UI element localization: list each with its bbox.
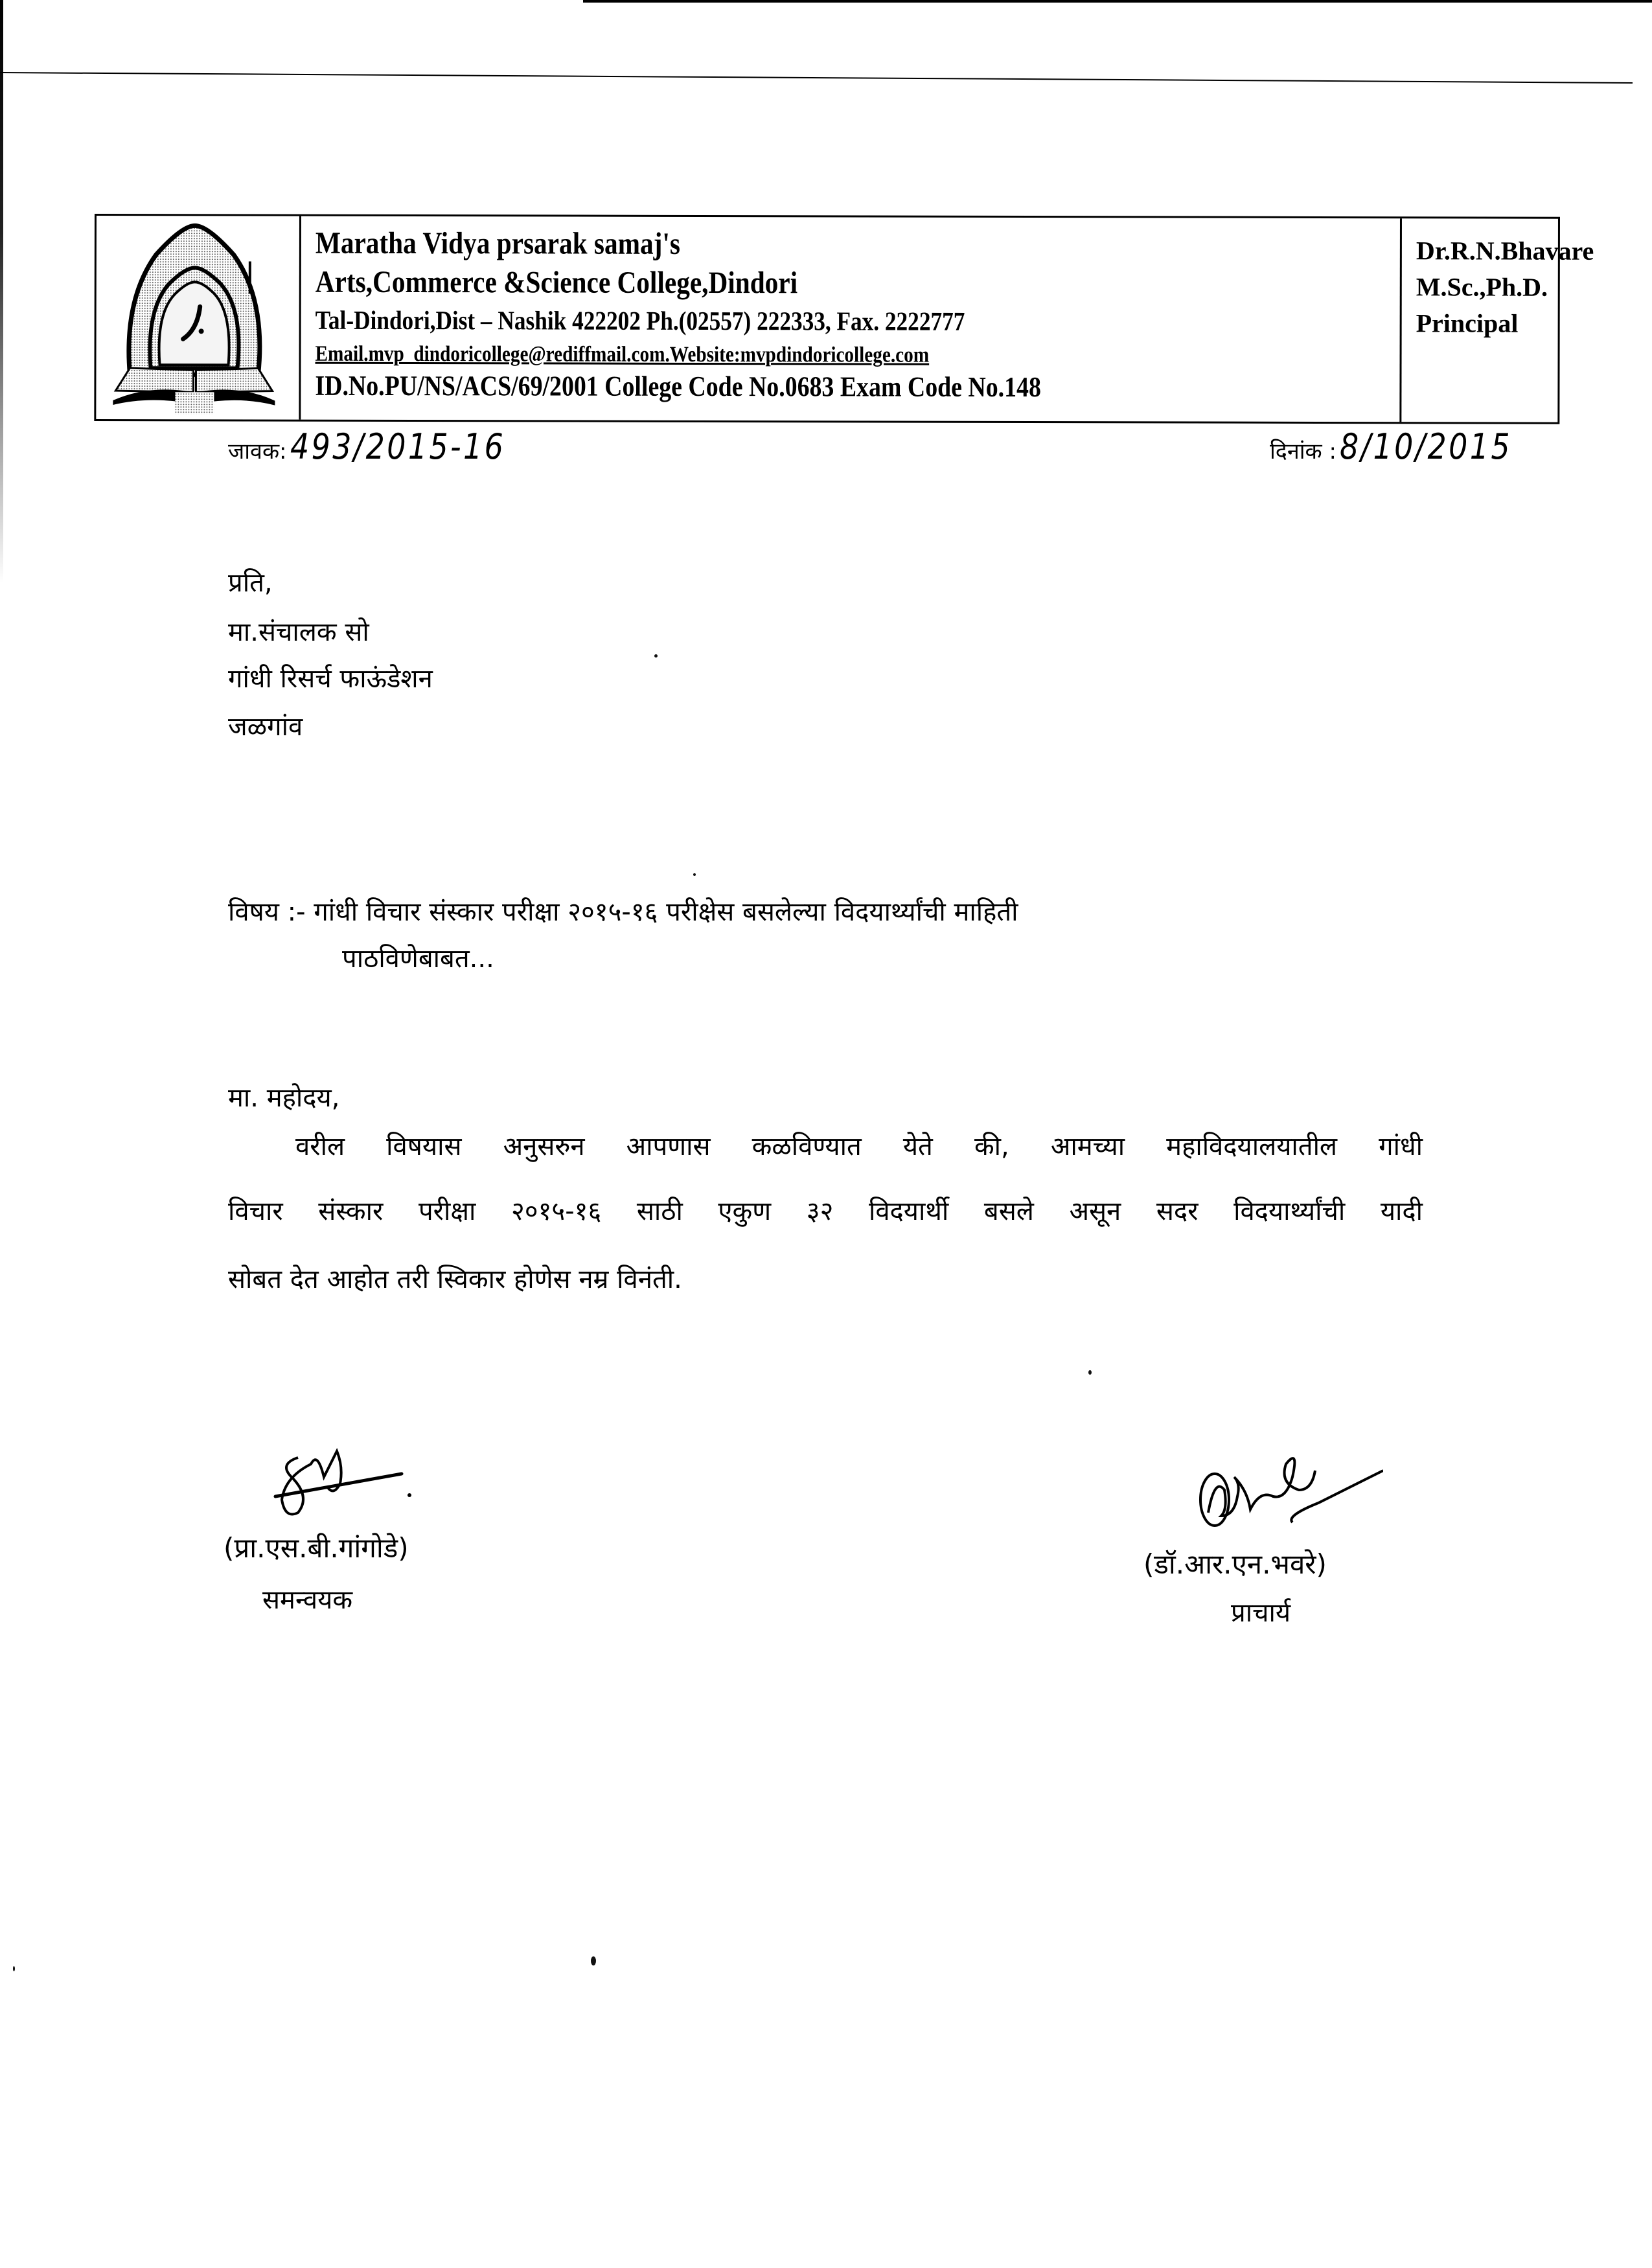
letterhead-box [94, 214, 1594, 424]
scan-speck [693, 873, 696, 876]
letterhead-text [301, 216, 1400, 422]
date-value: 8/10/2015 [1340, 426, 1512, 467]
letter-date [1270, 426, 1543, 467]
college-address: Tal-Dindori,Dist – Nashik 422202 Ph.(02557) 222333, Fax. 2222777 [315, 304, 965, 336]
principal-signatory-name: (डॉ.आर.एन.भवरे) [1143, 1548, 1327, 1580]
coordinator-title: समन्वयक [262, 1585, 353, 1615]
scan-speck [591, 1956, 596, 1965]
body-paragraph-line: सोबत देत आहोत तरी स्विकार होणेस नम्र विनंती. [228, 1265, 682, 1294]
principal-qualification: M.Sc.,Ph.D. [1416, 272, 1548, 302]
society-name: Maratha Vidya prsarak samaj's [315, 225, 680, 261]
scan-speck [13, 1966, 15, 1971]
scan-artifact-line [0, 70, 1633, 86]
recipient-line: गांधी रिसर्च फाऊंडेशन [228, 664, 433, 694]
recipient-line: जळगांव [228, 712, 303, 742]
body-paragraph-line: वरील विषयास अनुसरुन आपणास कळविण्यात येते की, आमच्या महाविदयालयातील गांधी [295, 1132, 1423, 1162]
recipient-line: मा.संचालक सो [228, 617, 369, 647]
body-paragraph-line: विचार संस्कार परीक्षा २०१५-१६ साठी एकुण ३२ विदयार्थी बसले असून सदर विदयार्थ्यांची यादी [228, 1197, 1423, 1226]
college-seal-icon [110, 222, 279, 415]
salutation: मा. महोदय, [228, 1083, 340, 1113]
coordinator-name: (प्रा.एस.बी.गांगोडे) [224, 1532, 409, 1564]
principal-signature-icon [1189, 1451, 1383, 1529]
reference-number [228, 426, 544, 467]
scan-speck [1088, 1370, 1092, 1375]
principal-name: Dr.R.N.Bhavare [1416, 236, 1594, 266]
scan-speck [654, 654, 658, 658]
college-contact: Email.mvp_dindoricollege@rediffmail.com.Website:mvpdindoricollege.com [315, 341, 930, 367]
coordinator-signature-icon [272, 1438, 415, 1522]
principal-title: Principal [1416, 308, 1519, 338]
reference-value: 493/2015-16 [290, 426, 505, 467]
college-codes: ID.No.PU/NS/ACS/69/2001 College Code No.0683 Exam Code No.148 [315, 369, 1041, 404]
reference-label: जावक: [228, 439, 287, 464]
recipient-line: प्रति, [228, 568, 273, 598]
scan-edge-shadow-top [583, 0, 1652, 3]
subject-line: विषय :- गांधी विचार संस्कार परीक्षा २०१५-१६ परीक्षेस बसलेल्या विदयार्थ्यांची माहिती [228, 897, 1018, 927]
date-label: दिनांक : [1270, 439, 1337, 464]
scan-edge-shadow [0, 0, 3, 583]
principal-signatory-title: प्राचार्य [1231, 1598, 1291, 1628]
college-name: Arts,Commerce &Science College,Dindori [315, 264, 798, 301]
logo-cell [96, 216, 301, 420]
principal-cell [1399, 218, 1594, 422]
subject-line-continued: पाठविणेबाबत... [342, 944, 494, 974]
